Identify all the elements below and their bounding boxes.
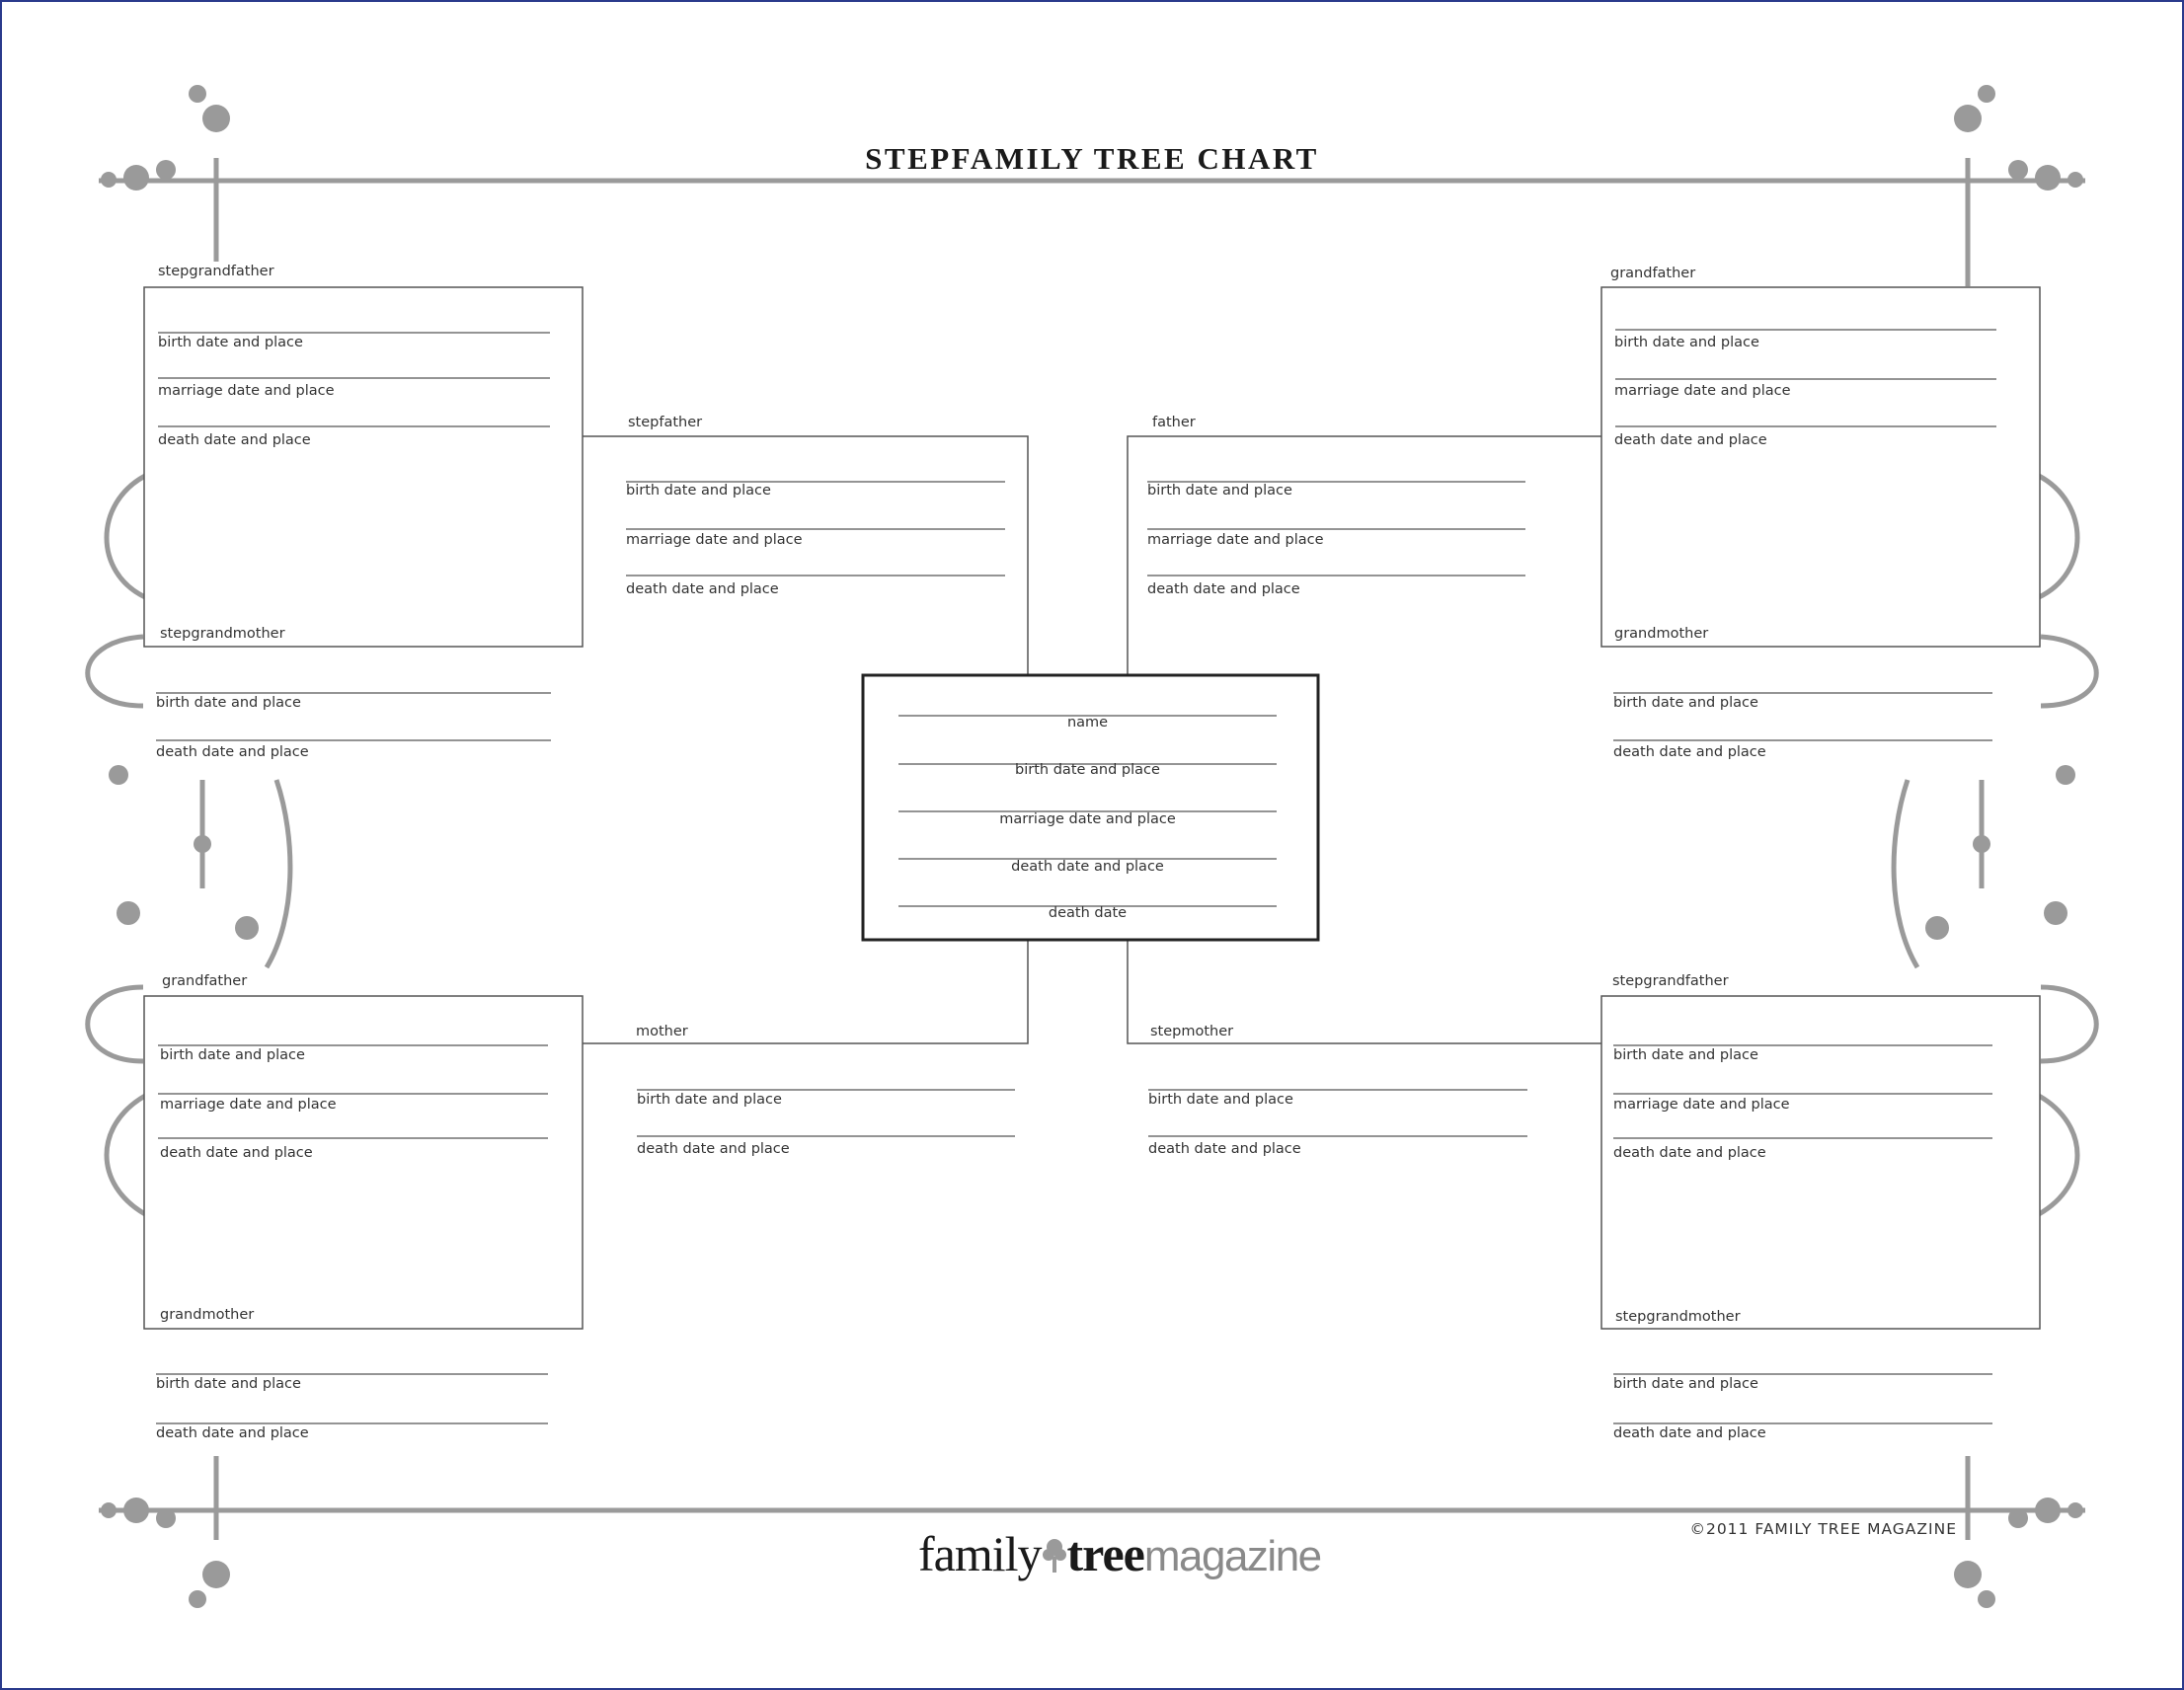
label-grandmother: grandmother bbox=[1614, 626, 1709, 642]
label-grandfather: grandfather bbox=[1610, 266, 1696, 281]
field-birth: birth date and place bbox=[1613, 1047, 1758, 1063]
label-mother: mother bbox=[636, 1024, 688, 1039]
tree-icon bbox=[1042, 1535, 1067, 1575]
label-stepgrandmother: stepgrandmother bbox=[160, 626, 285, 642]
field-death: death date and place bbox=[160, 1145, 313, 1161]
brand-magazine: magazine bbox=[1143, 1532, 1321, 1580]
field-death: death date and place bbox=[1147, 581, 1300, 597]
field-birth: birth date and place bbox=[156, 1376, 301, 1392]
brand-logo bbox=[918, 1525, 1321, 1582]
field-death: death date and place bbox=[626, 581, 779, 597]
field-birth: birth date and place bbox=[160, 1047, 305, 1063]
connector-father bbox=[1128, 436, 1601, 674]
field-birth: birth date and place bbox=[626, 483, 771, 499]
field-marriage: marriage date and place bbox=[626, 532, 803, 548]
field-marriage: marriage date and place bbox=[1614, 383, 1791, 399]
field-marriage: marriage date and place bbox=[1147, 532, 1324, 548]
field-birth: birth date and place bbox=[637, 1092, 782, 1108]
brand-family: family bbox=[918, 1526, 1042, 1581]
field-death: death date and place bbox=[1148, 1141, 1301, 1157]
label-grandmother: grandmother bbox=[160, 1307, 255, 1323]
label-stepgrandfather: stepgrandfather bbox=[1612, 973, 1729, 989]
brand-tree: tree bbox=[1066, 1526, 1144, 1581]
center-birth: birth date and place bbox=[1015, 762, 1160, 778]
field-birth: birth date and place bbox=[1147, 483, 1292, 499]
field-birth: birth date and place bbox=[158, 335, 303, 350]
field-death: death date and place bbox=[1613, 1145, 1766, 1161]
field-birth: birth date and place bbox=[156, 695, 301, 711]
field-death: death date and place bbox=[1613, 1425, 1766, 1441]
field-death: death date and place bbox=[158, 432, 311, 448]
label-stepgrandmother: stepgrandmother bbox=[1615, 1309, 1741, 1325]
center-death: death date and place bbox=[1011, 859, 1164, 875]
field-death: death date and place bbox=[637, 1141, 790, 1157]
field-death: death date and place bbox=[1613, 744, 1766, 760]
field-death: death date and place bbox=[156, 744, 309, 760]
field-birth: birth date and place bbox=[1148, 1092, 1293, 1108]
label-father: father bbox=[1152, 415, 1196, 430]
label-stepfather: stepfather bbox=[628, 415, 703, 430]
field-birth: birth date and place bbox=[1613, 1376, 1758, 1392]
center-death-date: death date bbox=[1048, 905, 1128, 921]
field-marriage: marriage date and place bbox=[158, 383, 335, 399]
label-stepmother: stepmother bbox=[1150, 1024, 1234, 1039]
field-birth: birth date and place bbox=[1614, 335, 1759, 350]
copyright: ©2011 FAMILY TREE MAGAZINE bbox=[1689, 1520, 1957, 1538]
center-marriage: marriage date and place bbox=[999, 811, 1176, 827]
field-birth: birth date and place bbox=[1613, 695, 1758, 711]
field-marriage: marriage date and place bbox=[1613, 1097, 1790, 1113]
label-stepgrandfather: stepgrandfather bbox=[158, 264, 274, 279]
field-death: death date and place bbox=[156, 1425, 309, 1441]
label-grandfather: grandfather bbox=[162, 973, 248, 989]
center-name: name bbox=[1066, 715, 1109, 730]
page-title: STEPFAMILY TREE CHART bbox=[865, 141, 1319, 176]
connector-stepfather bbox=[583, 436, 1028, 674]
field-death: death date and place bbox=[1614, 432, 1767, 448]
field-marriage: marriage date and place bbox=[160, 1097, 337, 1113]
